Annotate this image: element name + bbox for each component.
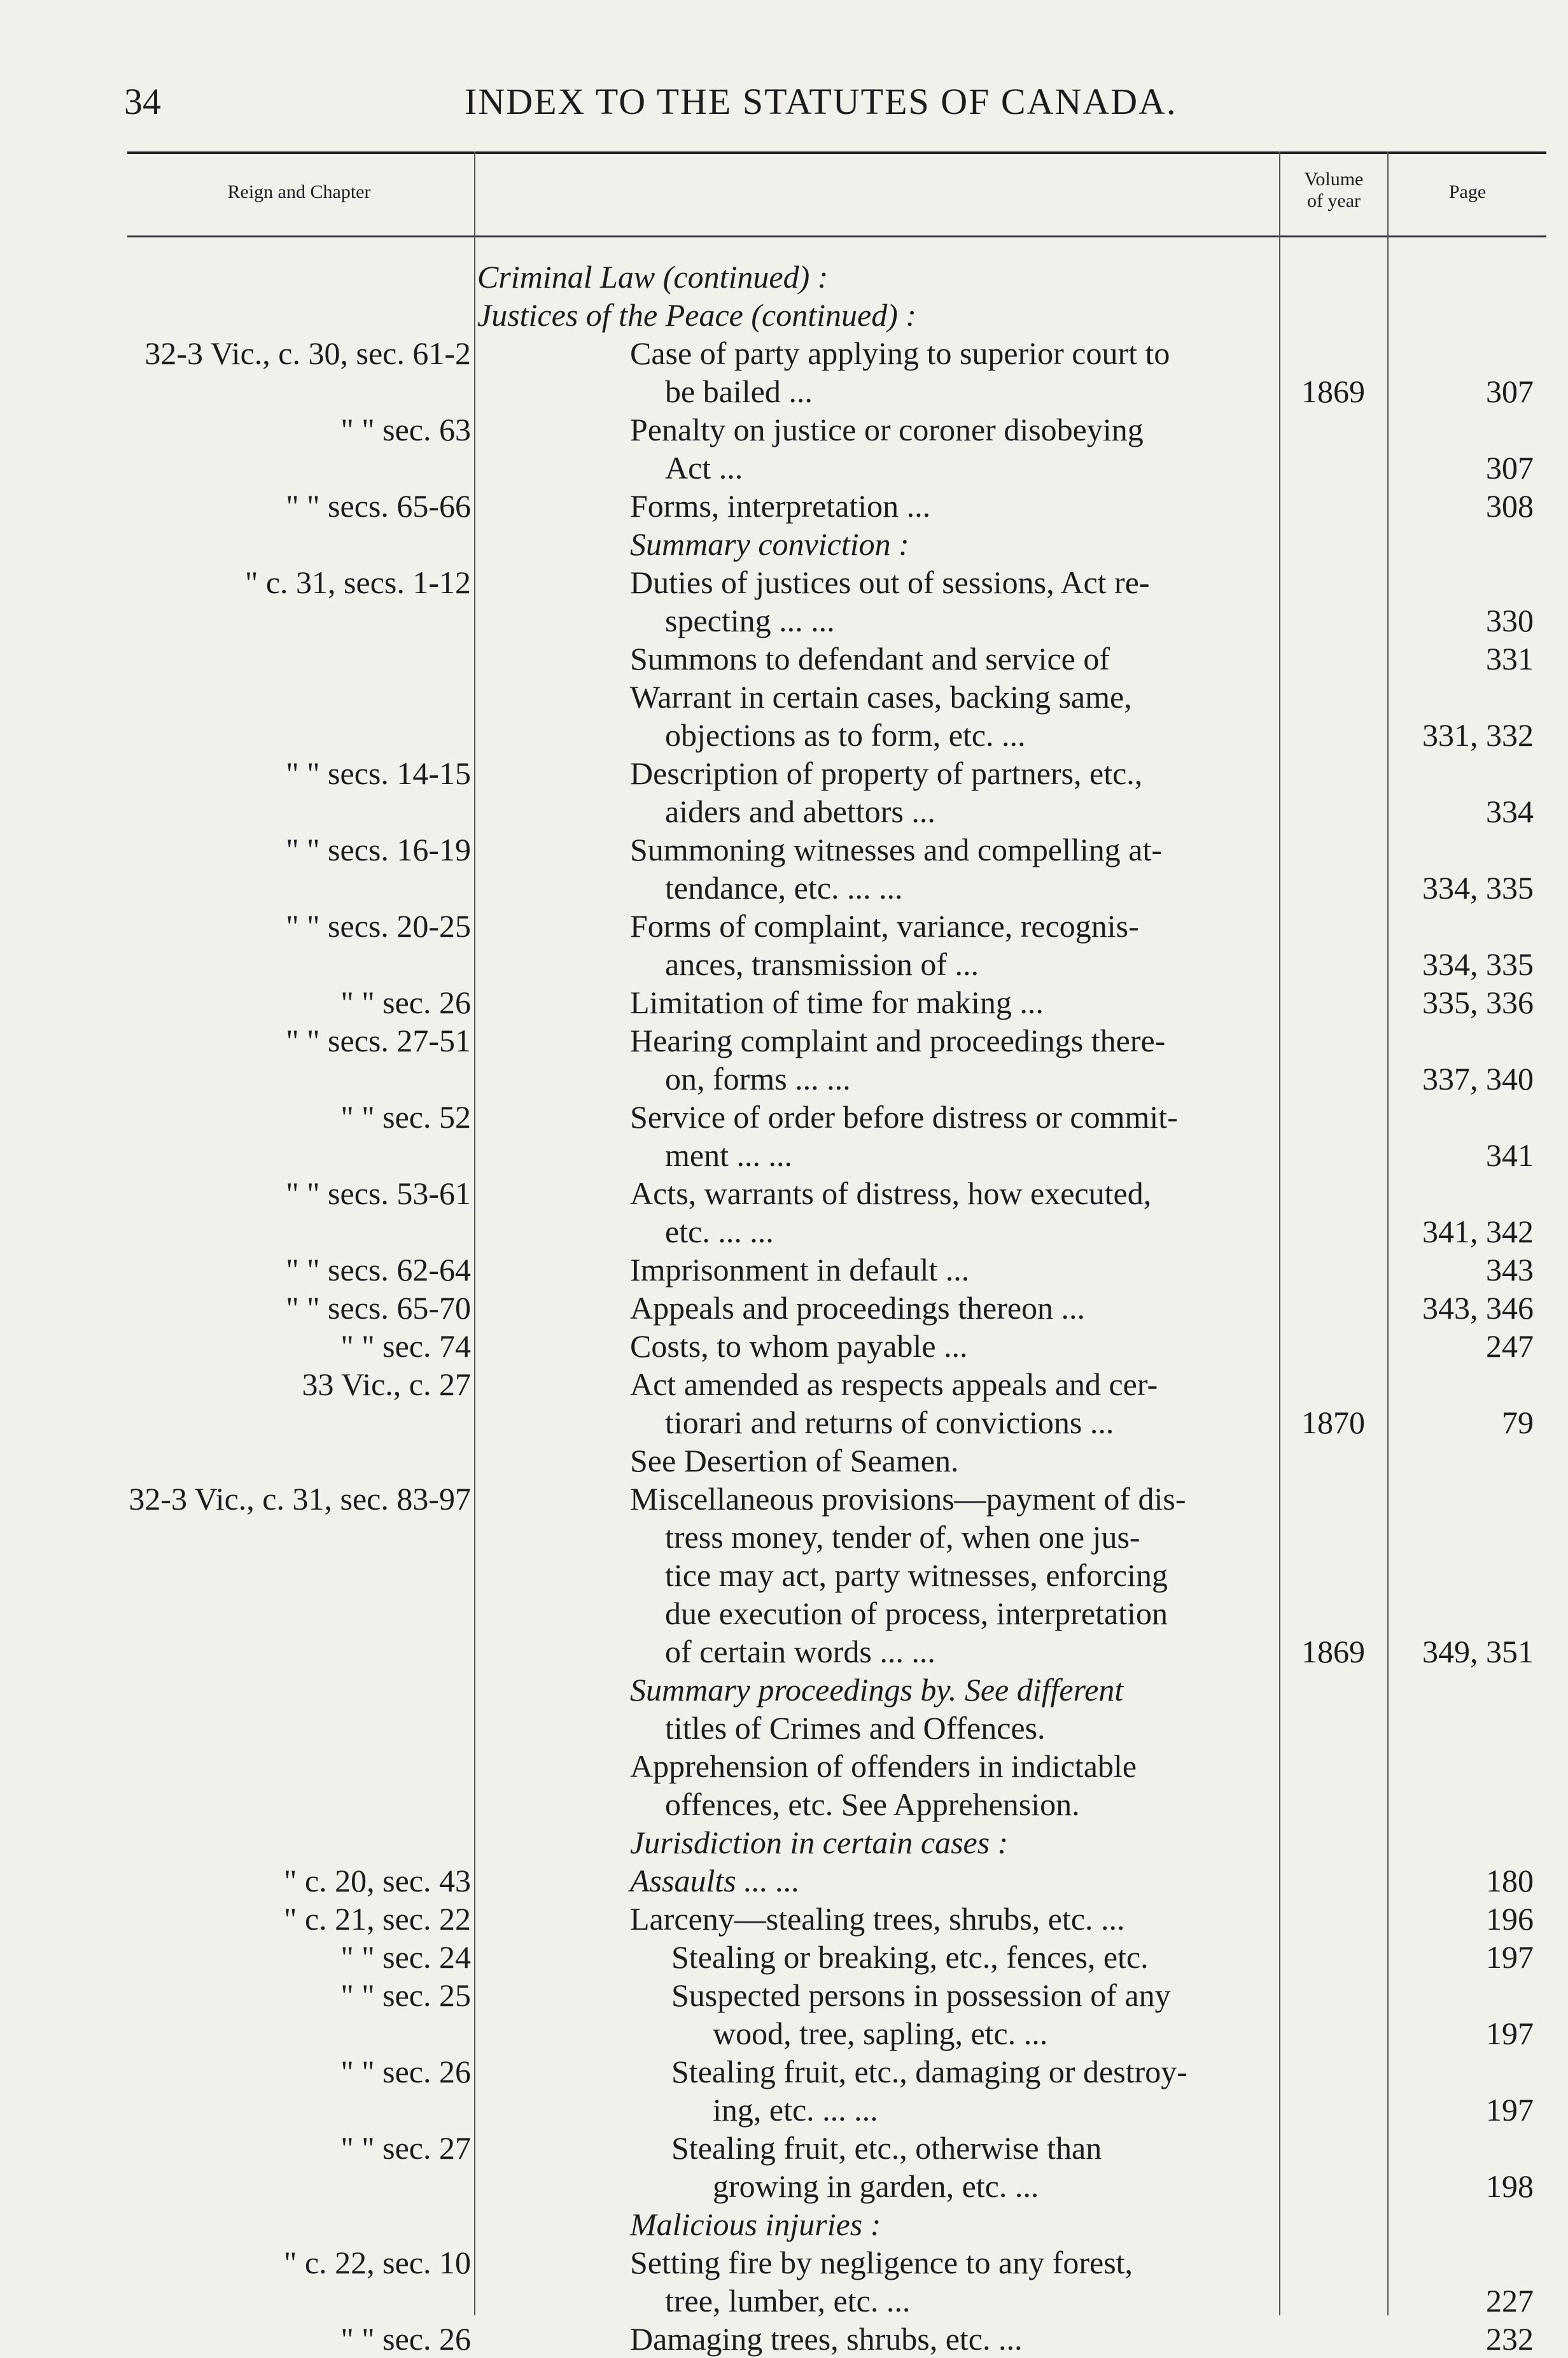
- entry-reign-chapter: " c. 31, secs. 1-12: [244, 565, 471, 600]
- index-entry-row: [0, 716, 1568, 754]
- index-entry-row: [0, 2282, 1568, 2320]
- entry-page: 196: [1486, 1901, 1534, 1937]
- entry-volume-year: 1870: [1301, 1405, 1365, 1440]
- entry-description: Jurisdiction in certain cases :: [630, 1825, 1009, 1860]
- entry-reign-chapter: " c. 20, sec. 43: [284, 1863, 471, 1898]
- entry-page: 227: [1486, 2283, 1534, 2319]
- column-header-page: Page: [1448, 181, 1487, 202]
- entry-reign-chapter: 32-3 Vic., c. 30, sec. 61-2: [144, 335, 471, 371]
- index-entry-row: [0, 1709, 1568, 1747]
- index-entry-row: [0, 2053, 1568, 2091]
- entry-description: wood, tree, sapling, etc. ...: [713, 2016, 1048, 2051]
- index-entry-row: [0, 1174, 1568, 1212]
- entry-description: titles of Crimes and Offences.: [665, 1710, 1046, 1746]
- entry-reign-chapter: " " secs. 65-70: [286, 1290, 471, 1326]
- index-entry-row: [0, 487, 1568, 525]
- index-entry-row: [0, 2243, 1568, 2282]
- index-entry-row: [0, 449, 1568, 487]
- entry-description: Act ...: [665, 450, 743, 486]
- entry-description: Service of order before distress or commit-: [630, 1099, 1178, 1135]
- index-entry-row: [0, 2167, 1568, 2205]
- index-entry-row: [0, 1060, 1568, 1098]
- index-entry-row: [0, 1327, 1568, 1365]
- entry-description: Duties of justices out of sessions, Act re-: [630, 565, 1150, 600]
- entry-page: 180: [1486, 1863, 1534, 1898]
- entry-page: 349, 351: [1422, 1634, 1534, 1669]
- index-entry-row: [0, 525, 1568, 563]
- entry-page: 197: [1486, 2092, 1534, 2128]
- entry-page: 341: [1486, 1137, 1534, 1173]
- running-title: INDEX TO THE STATUTES OF CANADA.: [465, 81, 1177, 122]
- index-entry-row: [0, 411, 1568, 449]
- index-entry-row: [0, 1747, 1568, 1785]
- entry-description: specting ... ...: [665, 603, 835, 638]
- index-entry-row: [0, 1594, 1568, 1632]
- entry-reign-chapter: " " sec. 52: [340, 1099, 471, 1135]
- entry-description: Stealing fruit, etc., otherwise than: [671, 2130, 1102, 2166]
- entry-description: Summary proceedings by. See different: [630, 1672, 1124, 1708]
- entry-page: 307: [1486, 450, 1534, 486]
- entry-page: 79: [1502, 1405, 1534, 1440]
- entry-description: Limitation of time for making ...: [630, 985, 1044, 1020]
- index-entry-row: [0, 1403, 1568, 1442]
- index-entry-row: [0, 2014, 1568, 2053]
- index-entry-row: [0, 1289, 1568, 1327]
- index-entry-row: [0, 945, 1568, 983]
- entry-description: Malicious injuries :: [630, 2207, 881, 2242]
- entry-description: etc. ... ...: [665, 1214, 774, 1249]
- index-entry-row: [0, 296, 1568, 334]
- entry-page: 198: [1486, 2168, 1534, 2204]
- entry-description: objections as to form, etc. ...: [665, 717, 1026, 753]
- column-header-rule: [127, 235, 1546, 237]
- column-header-volume: [1280, 169, 1387, 212]
- entry-description: aiders and abettors ...: [665, 794, 935, 829]
- entry-description: Case of party applying to superior court to: [630, 335, 1170, 371]
- entry-description: Justices of the Peace (continued) :: [477, 297, 916, 333]
- column-header-volume-line1: Volume: [1304, 169, 1364, 190]
- entry-description: Costs, to whom payable ...: [630, 1328, 968, 1364]
- index-entry-row: [0, 983, 1568, 1021]
- entry-description: Damaging trees, shrubs, etc. ...: [630, 2321, 1023, 2357]
- entry-description: Forms of complaint, variance, recognis-: [630, 908, 1139, 944]
- entry-description: Apprehension of offenders in indictable: [630, 1748, 1137, 1784]
- entry-description: tree, lumber, etc. ...: [665, 2283, 911, 2319]
- entry-reign-chapter: " " sec. 27: [340, 2130, 471, 2166]
- entry-reign-chapter: " " sec. 24: [340, 1939, 471, 1975]
- entry-page: 330: [1486, 603, 1534, 638]
- entry-reign-chapter: " " secs. 27-51: [286, 1023, 471, 1058]
- entry-page: 334, 335: [1422, 946, 1534, 982]
- entry-reign-chapter: " " sec. 26: [340, 2321, 471, 2357]
- index-entry-row: [0, 1136, 1568, 1174]
- entry-description: tendance, etc. ... ...: [665, 870, 903, 906]
- entry-reign-chapter: " " sec. 26: [340, 985, 471, 1020]
- entry-description: Penalty on justice or coroner disobeying: [630, 412, 1144, 447]
- entry-reign-chapter: " " sec. 74: [340, 1328, 471, 1364]
- entry-reign-chapter: 33 Vic., c. 27: [302, 1366, 471, 1402]
- entry-page: 343: [1486, 1252, 1534, 1288]
- entry-description: Description of property of partners, etc.,: [630, 755, 1143, 791]
- page-header: [0, 76, 1568, 127]
- entry-description: Larceny—stealing trees, shrubs, etc. ...: [630, 1901, 1125, 1937]
- index-entry-row: [0, 1442, 1568, 1480]
- entry-description: on, forms ... ...: [665, 1061, 851, 1097]
- index-entry-row: [0, 2205, 1568, 2243]
- index-entry-row: [0, 334, 1568, 372]
- entry-description: Act amended as respects appeals and cer-: [630, 1366, 1158, 1402]
- entry-description: growing in garden, etc. ...: [713, 2168, 1039, 2204]
- entry-description: Stealing fruit, etc., damaging or destroy-: [671, 2054, 1187, 2089]
- entry-page: 308: [1486, 488, 1534, 524]
- index-entry-row: [0, 258, 1568, 296]
- entry-description: Miscellaneous provisions—payment of dis-: [630, 1481, 1186, 1517]
- entry-page: 232: [1486, 2321, 1534, 2357]
- entry-page: 343, 346: [1422, 1290, 1534, 1326]
- page-number: 34: [124, 81, 161, 122]
- entry-page: 341, 342: [1422, 1214, 1534, 1249]
- entry-reign-chapter: " " sec. 26: [340, 2054, 471, 2089]
- index-entry-row: [0, 563, 1568, 601]
- index-entry-row: [0, 754, 1568, 792]
- entry-volume-year: 1869: [1301, 374, 1365, 409]
- entry-description: tice may act, party witnesses, enforcing: [665, 1557, 1168, 1593]
- entry-description: ances, transmission of ...: [665, 946, 979, 982]
- entry-reign-chapter: " " secs. 65-66: [286, 488, 471, 524]
- index-entry-row: [0, 831, 1568, 869]
- entry-description: due execution of process, interpretation: [665, 1596, 1168, 1631]
- entry-description: Summons to defendant and service of: [630, 641, 1110, 677]
- index-entry-row: [0, 2129, 1568, 2167]
- entry-page: 334: [1486, 794, 1534, 829]
- entry-description: tiorari and returns of convictions ...: [665, 1405, 1114, 1440]
- index-entry-row: [0, 792, 1568, 831]
- entry-page: 331, 332: [1422, 717, 1534, 753]
- index-entry-row: [0, 1938, 1568, 1976]
- index-entry-row: [0, 1098, 1568, 1136]
- index-entry-row: [0, 1862, 1568, 1900]
- entry-reign-chapter: " " secs. 20-25: [286, 908, 471, 944]
- entry-description: Assaults ... ...: [630, 1863, 800, 1898]
- entry-description: Appeals and proceedings thereon ...: [630, 1290, 1086, 1326]
- entry-description: of certain words ... ...: [665, 1634, 935, 1669]
- index-entry-row: [0, 640, 1568, 678]
- entry-description: Summoning witnesses and compelling at-: [630, 832, 1163, 867]
- index-entry-row: [0, 1671, 1568, 1709]
- index-entry-row: [0, 1785, 1568, 1823]
- entry-reign-chapter: " " sec. 25: [340, 1977, 471, 2013]
- column-header-reign-chapter: Reign and Chapter: [227, 181, 371, 202]
- entry-description: See Desertion of Seamen.: [630, 1443, 959, 1478]
- entry-description: Forms, interpretation ...: [630, 488, 931, 524]
- index-entry-row: [0, 1480, 1568, 1518]
- entry-page: 335, 336: [1422, 985, 1534, 1020]
- entry-reign-chapter: " c. 22, sec. 10: [284, 2245, 471, 2280]
- entry-page: 331: [1486, 641, 1534, 677]
- index-entries: [0, 258, 1568, 2358]
- entry-description: Criminal Law (continued) :: [477, 259, 829, 295]
- entry-description: Stealing or breaking, etc., fences, etc.: [671, 1939, 1149, 1975]
- entry-reign-chapter: 32-3 Vic., c. 31, sec. 83-97: [129, 1481, 471, 1517]
- entry-page: 334, 335: [1422, 870, 1534, 906]
- index-entry-row: [0, 1365, 1568, 1403]
- entry-page: 307: [1486, 374, 1534, 409]
- index-entry-row: [0, 1556, 1568, 1594]
- entry-page: 197: [1486, 2016, 1534, 2051]
- index-entry-row: [0, 1823, 1568, 1862]
- index-entry-row: [0, 1900, 1568, 1938]
- entry-description: Suspected persons in possession of any: [671, 1977, 1171, 2013]
- entry-description: ing, etc. ... ...: [713, 2092, 878, 2128]
- entry-page: 197: [1486, 1939, 1534, 1975]
- entry-page: 337, 340: [1422, 1061, 1534, 1097]
- entry-description: offences, etc. See Apprehension.: [665, 1786, 1080, 1822]
- entry-description: Acts, warrants of distress, how executed,: [630, 1175, 1152, 1211]
- index-entry-row: [0, 1212, 1568, 1251]
- column-header-volume-line2: of year: [1306, 190, 1361, 211]
- index-entry-row: [0, 1518, 1568, 1556]
- entry-reign-chapter: " " secs. 16-19: [286, 832, 471, 867]
- entry-volume-year: 1869: [1301, 1634, 1365, 1669]
- index-entry-row: [0, 2320, 1568, 2358]
- index-entry-row: [0, 1632, 1568, 1671]
- entry-description: be bailed ...: [665, 374, 813, 409]
- index-entry-row: [0, 2091, 1568, 2129]
- entry-reign-chapter: " " secs. 62-64: [286, 1252, 471, 1288]
- entry-page: 247: [1486, 1328, 1534, 1364]
- entry-reign-chapter: " " sec. 63: [340, 412, 471, 447]
- entry-description: ment ... ...: [665, 1137, 792, 1173]
- entry-description: tress money, tender of, when one jus-: [665, 1519, 1140, 1555]
- entry-description: Setting fire by negligence to any forest,: [630, 2245, 1133, 2280]
- header-rule: [127, 151, 1546, 154]
- index-entry-row: [0, 1021, 1568, 1060]
- entry-description: Imprisonment in default ...: [630, 1252, 970, 1288]
- entry-reign-chapter: " c. 21, sec. 22: [284, 1901, 471, 1937]
- index-entry-row: [0, 1251, 1568, 1289]
- entry-description: Hearing complaint and proceedings there-: [630, 1023, 1166, 1058]
- index-entry-row: [0, 372, 1568, 411]
- entry-description: Warrant in certain cases, backing same,: [630, 679, 1132, 715]
- entry-reign-chapter: " " secs. 53-61: [286, 1175, 471, 1211]
- index-entry-row: [0, 601, 1568, 640]
- entry-description: Summary conviction :: [630, 526, 909, 562]
- index-entry-row: [0, 907, 1568, 945]
- entry-reign-chapter: " " secs. 14-15: [286, 755, 471, 791]
- index-entry-row: [0, 678, 1568, 716]
- index-entry-row: [0, 869, 1568, 907]
- index-entry-row: [0, 1976, 1568, 2014]
